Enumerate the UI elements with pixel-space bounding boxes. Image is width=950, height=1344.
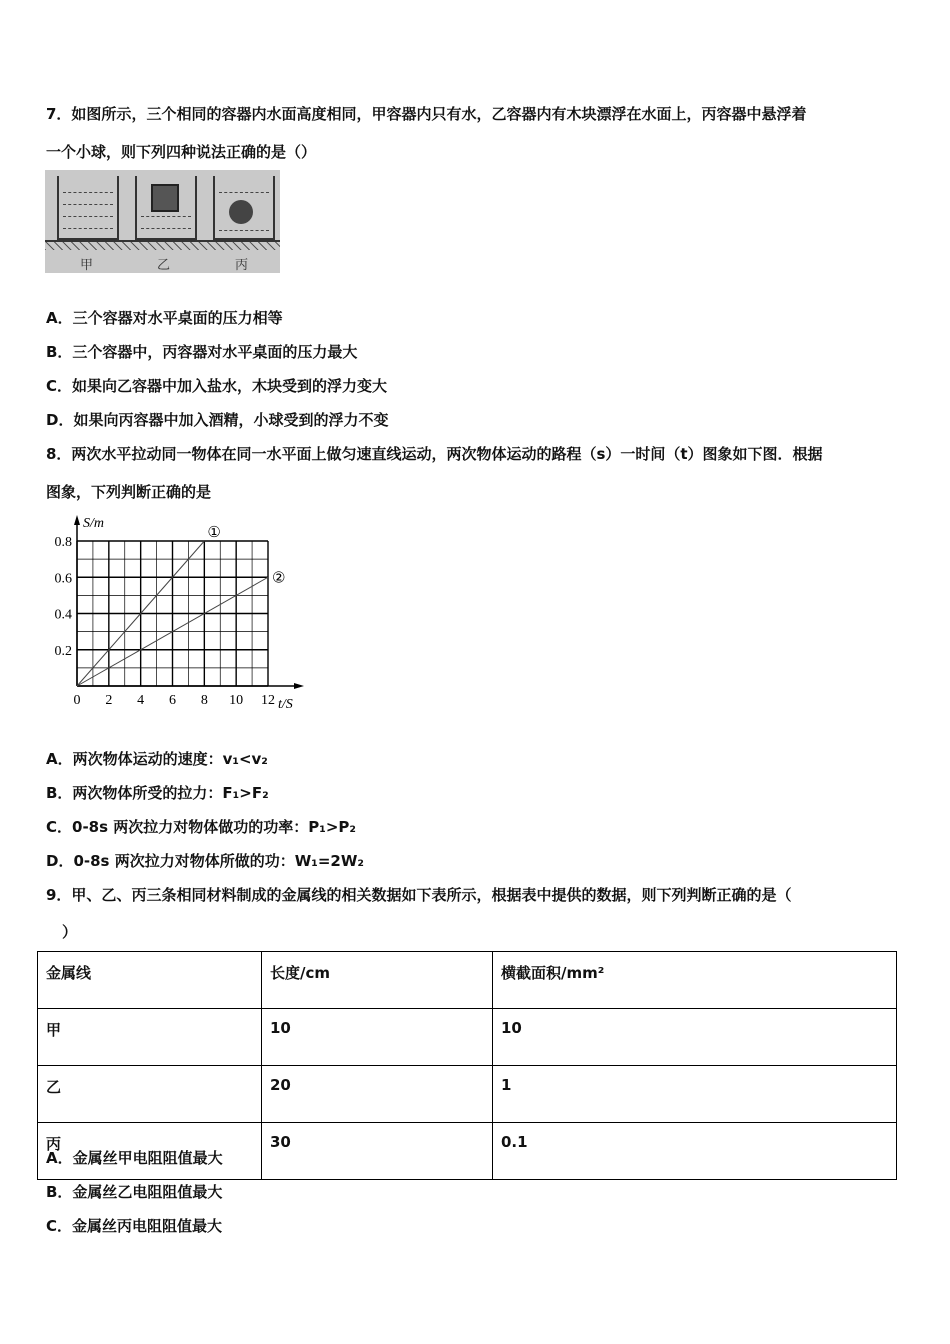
table-cell: 10: [262, 1009, 493, 1066]
table-header-row: [38, 952, 897, 1009]
y-axis-arrow: [74, 515, 80, 525]
label-jia: 甲: [80, 258, 94, 273]
header-cell: 金属线: [38, 952, 262, 1009]
q9-option-c: C．金属丝丙电阻阻值最大: [46, 1217, 223, 1235]
y-tick-label: 0.2: [54, 643, 72, 659]
q9-stem: 9．甲、乙、丙三条相同材料制成的金属线的相关数据如下表所示，根据表中提供的数据，则下列判断正确的是（: [46, 886, 792, 904]
label-yi: 乙: [157, 258, 171, 273]
wire-data-table: [37, 951, 897, 1180]
x-axis-label: t/S: [278, 697, 293, 712]
q8-option-b: B．两次物体所受的拉力：F₁>F₂: [46, 784, 269, 802]
q7-containers-figure: [45, 170, 280, 273]
table-cell: 乙: [38, 1066, 262, 1123]
q7-option-b: B．三个容器中，丙容器对水平桌面的压力最大: [46, 343, 358, 361]
q8-option-d: D．0-8s 两次拉力对物体所做的功：W₁=2W₂: [46, 852, 364, 870]
header-cell: 长度/cm: [262, 952, 493, 1009]
y-axis-label: S/m: [83, 516, 104, 531]
table-cell: 1: [493, 1066, 897, 1123]
q7-stem: 7．如图所示，三个相同的容器内水面高度相同，甲容器内只有水，乙容器内有木块漂浮在水面上，丙容器中悬浮着: [46, 105, 807, 123]
header-cell: 横截面积/mm²: [493, 952, 897, 1009]
table-cell: 10: [493, 1009, 897, 1066]
y-tick-label: 0.8: [54, 535, 72, 550]
q7-option-d: D．如果向丙容器中加入酒精，小球受到的浮力不变: [46, 411, 389, 429]
x-tick-label: 2: [105, 693, 113, 708]
ball: [229, 200, 253, 224]
x-tick-label: 12: [261, 693, 275, 708]
table-row: [38, 1009, 897, 1066]
table-cell: 甲: [38, 1009, 262, 1066]
x-tick-label: 4: [137, 693, 145, 708]
y-tick-label: 0.4: [54, 607, 72, 623]
x-tick-label: 6: [169, 693, 176, 708]
q8-stem-cont: 图象，下列判断正确的是: [46, 483, 212, 501]
q8-option-c: C．0-8s 两次拉力对物体做功的功率：P₁>P₂: [46, 818, 356, 836]
q9-option-a: A．金属丝甲电阻阻值最大: [46, 1149, 223, 1167]
x-axis-arrow: [294, 683, 304, 689]
st-graph: [40, 505, 330, 720]
q9-option-b: B．金属丝乙电阻阻值最大: [46, 1183, 223, 1201]
x-tick-label: 8: [200, 693, 208, 708]
table-cell: 0.1: [493, 1123, 897, 1180]
q7-option-a: A．三个容器对水平桌面的压力相等: [46, 309, 283, 327]
series-label-1: ①: [207, 523, 221, 541]
q8-option-a: A．两次物体运动的速度：v₁<v₂: [46, 750, 268, 768]
x-tick-label: 0: [73, 693, 81, 708]
q7-stem-cont: 一个小球，则下列四种说法正确的是（）: [46, 143, 317, 161]
label-bing: 丙: [235, 258, 249, 273]
series-label-2: ②: [272, 568, 286, 587]
q8-stem: 8．两次水平拉动同一物体在同一水平面上做匀速直线运动，两次物体运动的路程（s）一时间（t）图象如下图．根据: [46, 445, 823, 463]
table-cell: 丙: [38, 1123, 262, 1180]
q9-stem-cont: ）: [62, 923, 78, 941]
table-cell: 20: [262, 1066, 493, 1123]
table-cell: 30: [262, 1123, 493, 1180]
y-tick-label: 0.6: [54, 571, 72, 587]
x-tick-label: 10: [229, 693, 244, 708]
q7-option-c: C．如果向乙容器中加入盐水，木块受到的浮力变大: [46, 377, 388, 395]
wood-block: [151, 184, 179, 212]
table-row: [38, 1066, 897, 1123]
